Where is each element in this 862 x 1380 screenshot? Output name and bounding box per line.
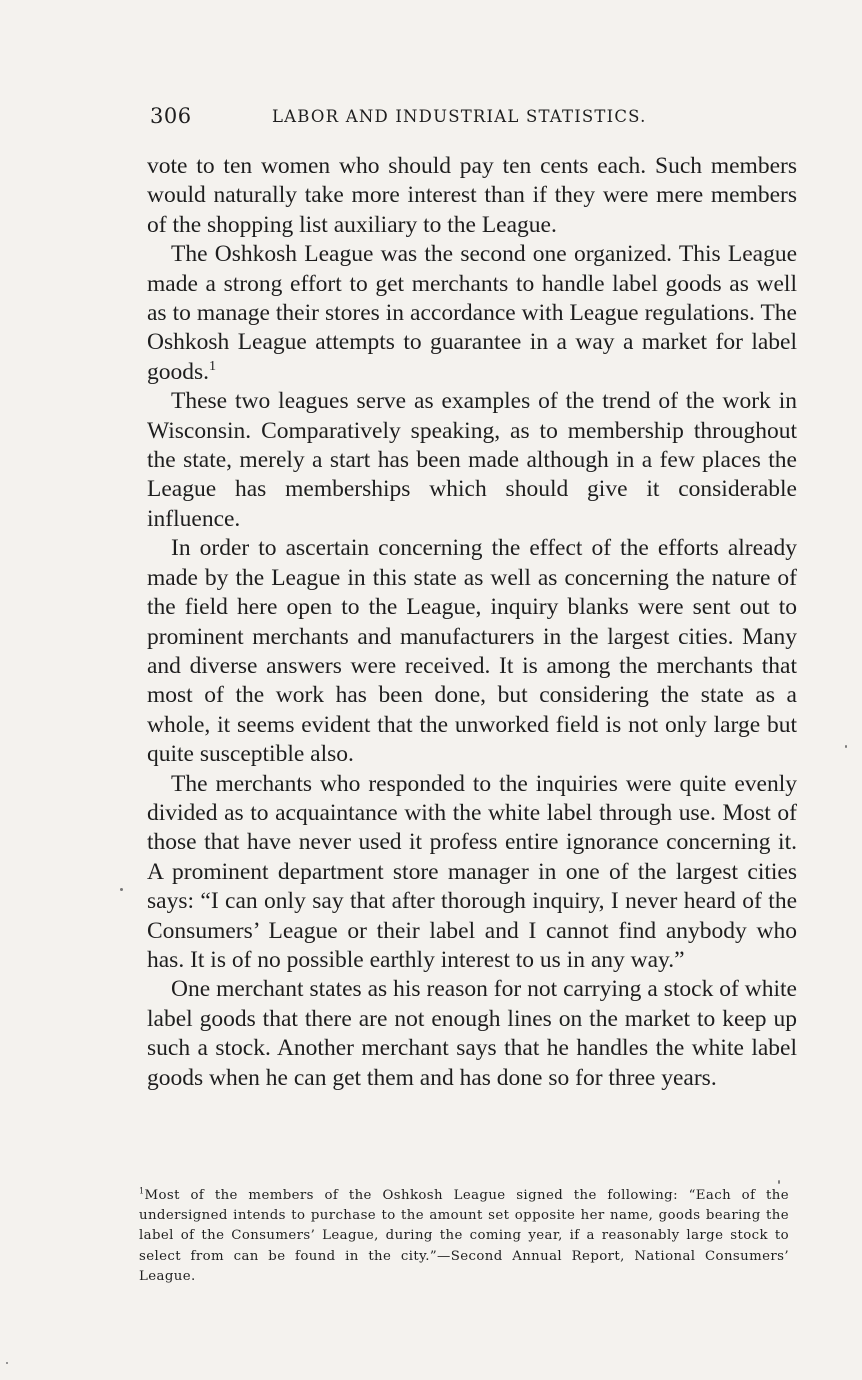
footnote-marker: 1 — [139, 1186, 145, 1196]
paragraph-text: The merchants who responded to the inquiries were quite evenly divided as to acquaintance with the white label through use. Most of those that have never used it profess entire ignorance concerning it. A prominent department store manager in one of the largest cities says: “I can only say that after thorough inquiry, I never heard of the Consumers’ League or their label and I cannot find anybody who has. It is of no possible earthly interest to us in any way.” — [147, 770, 797, 973]
paragraph-text: In order to ascertain concerning the effect of the efforts already made by the League in this state as well as concerning the nature of the field here open to the League, inquiry blanks were sent out to prominent merchants and manufacturers in the largest cities. Many and diverse answers were received. It is among the merchants that most of the work has been done, but considering the state as a whole, it seems evident that the unworked field is not only large but quite susceptible also. — [147, 535, 797, 768]
paragraph-text: One merchant states as his reason for not carrying a stock of white label goods that there are not enough lines on the market to keep up such a stock. Another merchant says that he handles the white label goods when he can get them and has done so for three years. — [147, 976, 797, 1091]
page-header — [150, 104, 800, 128]
paragraph-text: vote to ten women who should pay ten cents each. Such members would naturally take more interest than if they were mere members of the shopping list auxiliary to the League. — [147, 153, 797, 238]
footnote-text: Most of the members of the Oshkosh League signed the following: “Each of the undersigned intends to purchase to the amount set opposite her name, goods bearing the label of the Consumers’ League, during the coming year, if a reasonably large stock to select from can be found in the city.”—Second Annual Report, National Consumers’ League. — [139, 1188, 789, 1284]
body-text — [147, 152, 797, 1093]
page-number: 306 — [150, 104, 192, 128]
paragraph — [147, 770, 797, 976]
scan-speck — [6, 1362, 8, 1364]
scan-speck — [120, 888, 123, 891]
paragraph-continued — [147, 152, 797, 240]
paragraph-text: The Oshkosh League was the second one organized. This League made a strong effort to get merchants to handle label goods as well as to manage their stores in accordance with League regulations. The Oshkosh League attempts to guarantee in a way a market for label goods. — [147, 241, 797, 385]
scan-speck — [778, 1180, 780, 1184]
paragraph — [147, 975, 797, 1093]
footnote — [139, 1186, 789, 1287]
paragraph — [147, 240, 797, 387]
paragraph-text: These two leagues serve as examples of the trend of the work in Wisconsin. Comparatively speaking, as to membership throughout the state, merely a start has been made although in a few places the League has memberships which should give it considerable influence. — [147, 388, 797, 532]
paragraph — [147, 534, 797, 769]
footnote-reference[interactable]: 1 — [209, 358, 217, 375]
paragraph — [147, 387, 797, 534]
running-head: LABOR AND INDUSTRIAL STATISTICS. — [272, 107, 647, 126]
footnote-paragraph — [139, 1186, 789, 1287]
scan-speck — [845, 745, 847, 748]
